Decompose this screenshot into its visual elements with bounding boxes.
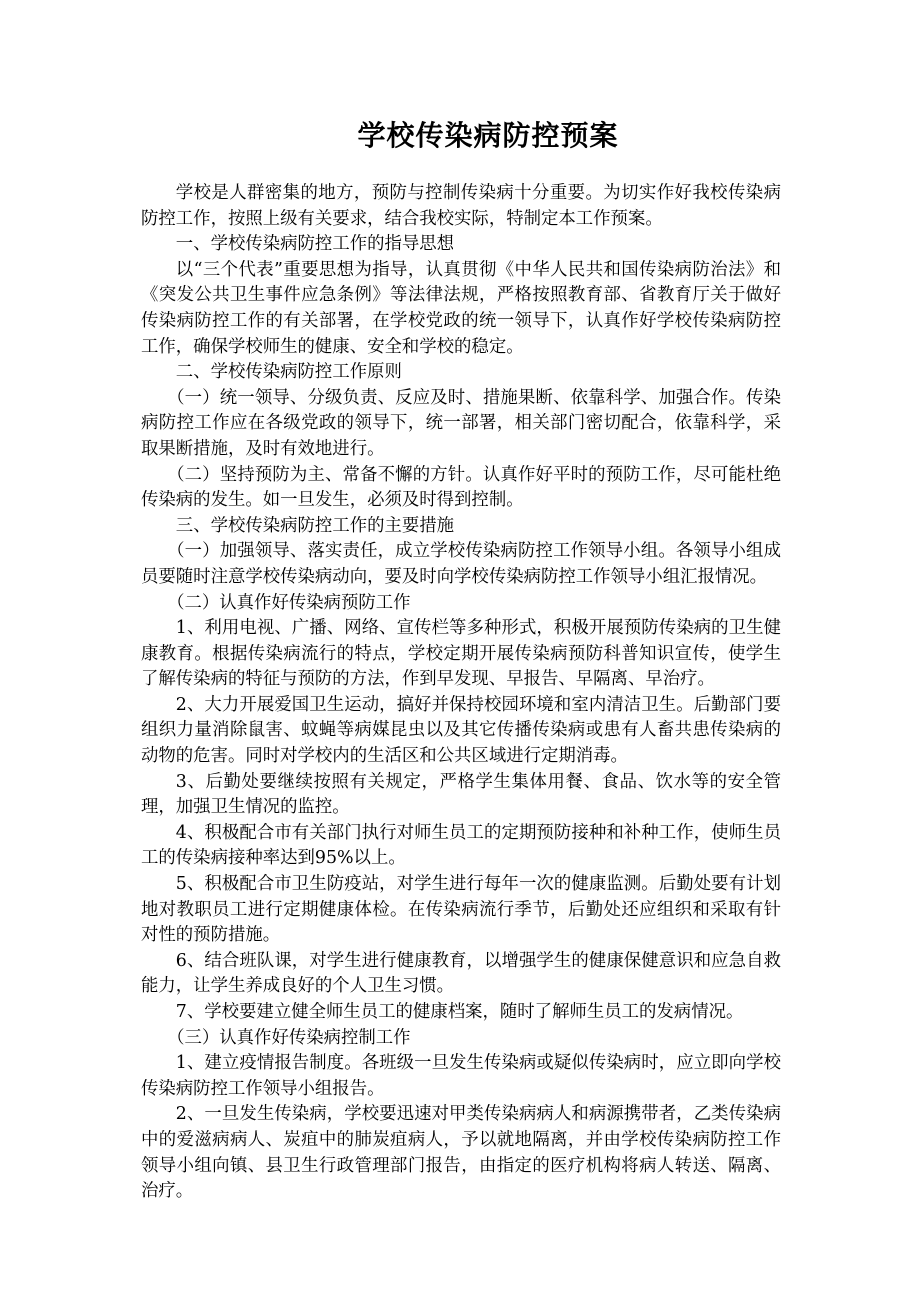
section-heading-1: 一、学校传染病防控工作的指导思想 <box>175 234 455 255</box>
subheading-prevention: （二）认真作好传染病预防工作 <box>167 592 411 613</box>
list-item-control-2: 2、一旦发生传染病，学校要迅速对甲类传染病病人和病源携带者，乙类传染病中的爱滋病病人、炭疽中的肺炭疽病人，予以就地隔离，并由学校传染病防控工作领导小组向镇、县卫生行政管理部门报告，由指定的医疗机构将病人转送、隔离、治疗。 <box>141 1104 781 1202</box>
list-item-prevention-2: 2、大力开展爱国卫生运动，搞好并保持校园环境和室内清洁卫生。后勤部门要组织力量消除鼠害、蚊蝇等病媒昆虫以及其它传播传染病或患有人畜共患传染病的动物的危害。同时对学校内的生活区和公共区域进行定期消毒。 <box>141 694 781 767</box>
document-title: 学校传染病防控预案 <box>357 119 619 152</box>
list-item-prevention-1: 1、利用电视、广播、网络、宣传栏等多种形式，积极开展预防传染病的卫生健康教育。根据传染病流行的特点，学校定期开展传染病预防科普知识宣传，使学生了解传染病的特征与预防的方法，作到早发现、早报告、早隔离、早治疗。 <box>141 618 781 690</box>
paragraph-measure-1: （一）加强领导、落实责任，成立学校传染病防控工作领导小组。各领导小组成员要随时注意学校传染病动向，要及时向学校传染病防控工作领导小组汇报情况。 <box>141 541 781 587</box>
list-item-prevention-5: 5、积极配合市卫生防疫站，对学生进行每年一次的健康监测。后勤处要有计划地对教职员工进行定期健康体检。在传染病流行季节，后勤处还应组织和采取有针对性的预防措施。 <box>141 874 781 946</box>
list-item-prevention-4: 4、积极配合市有关部门执行对师生员工的定期预防接种和补种工作，使师生员工的传染病接种率达到95%以上。 <box>141 822 781 869</box>
section-heading-3: 三、学校传染病防控工作的主要措施 <box>175 515 455 536</box>
paragraph-guiding-thought: 以“三个代表”重要思想为指导，认真贯彻《中华人民共和国传染病防治法》和《突发公共卫生事件应急条例》等法律法规，严格按照教育部、省教育厅关于做好传染病防控工作的有关部署，在学校党政的统一领导下，认真作好学校传染病防控工作，确保学校师生的健康、安全和学校的稳定。 <box>141 259 781 357</box>
list-item-prevention-7: 7、学校要建立健全师生员工的健康档案，随时了解师生员工的发病情况。 <box>175 1002 744 1022</box>
list-item-prevention-3: 3、后勤处要继续按照有关规定，严格学生集体用餐、食品、饮水等的安全管理，加强卫生情况的监控。 <box>141 771 781 818</box>
section-heading-2: 二、学校传染病防控工作原则 <box>175 362 402 383</box>
list-item-prevention-6: 6、结合班队课，对学生进行健康教育，以增强学生的健康保健意识和应急自救能力，让学生养成良好的个人卫生习惯。 <box>141 950 781 997</box>
subheading-control: （三）认真作好传染病控制工作 <box>167 1027 411 1048</box>
paragraph-intro: 学校是人群密集的地方，预防与控制传染病十分重要。为切实作好我校传染病防控工作，按照上级有关要求，结合我校实际，特制定本工作预案。 <box>141 183 781 229</box>
document-body <box>141 181 781 1205</box>
paragraph-principle-1: （一）统一领导、分级负责、反应及时、措施果断、依靠科学、加强合作。传染病防控工作应在各级党政的领导下，统一部署，相关部门密切配合，依靠科学，采取果断措施，及时有效地进行。 <box>141 387 781 459</box>
paragraph-principle-2: （二）坚持预防为主、常备不懈的方针。认真作好平时的预防工作，尽可能杜绝传染病的发生。如一旦发生，必须及时得到控制。 <box>141 464 781 511</box>
list-item-control-1: 1、建立疫情报告制度。各班级一旦发生传染病或疑似传染病时，应立即向学校传染病防控工作领导小组报告。 <box>141 1053 781 1099</box>
